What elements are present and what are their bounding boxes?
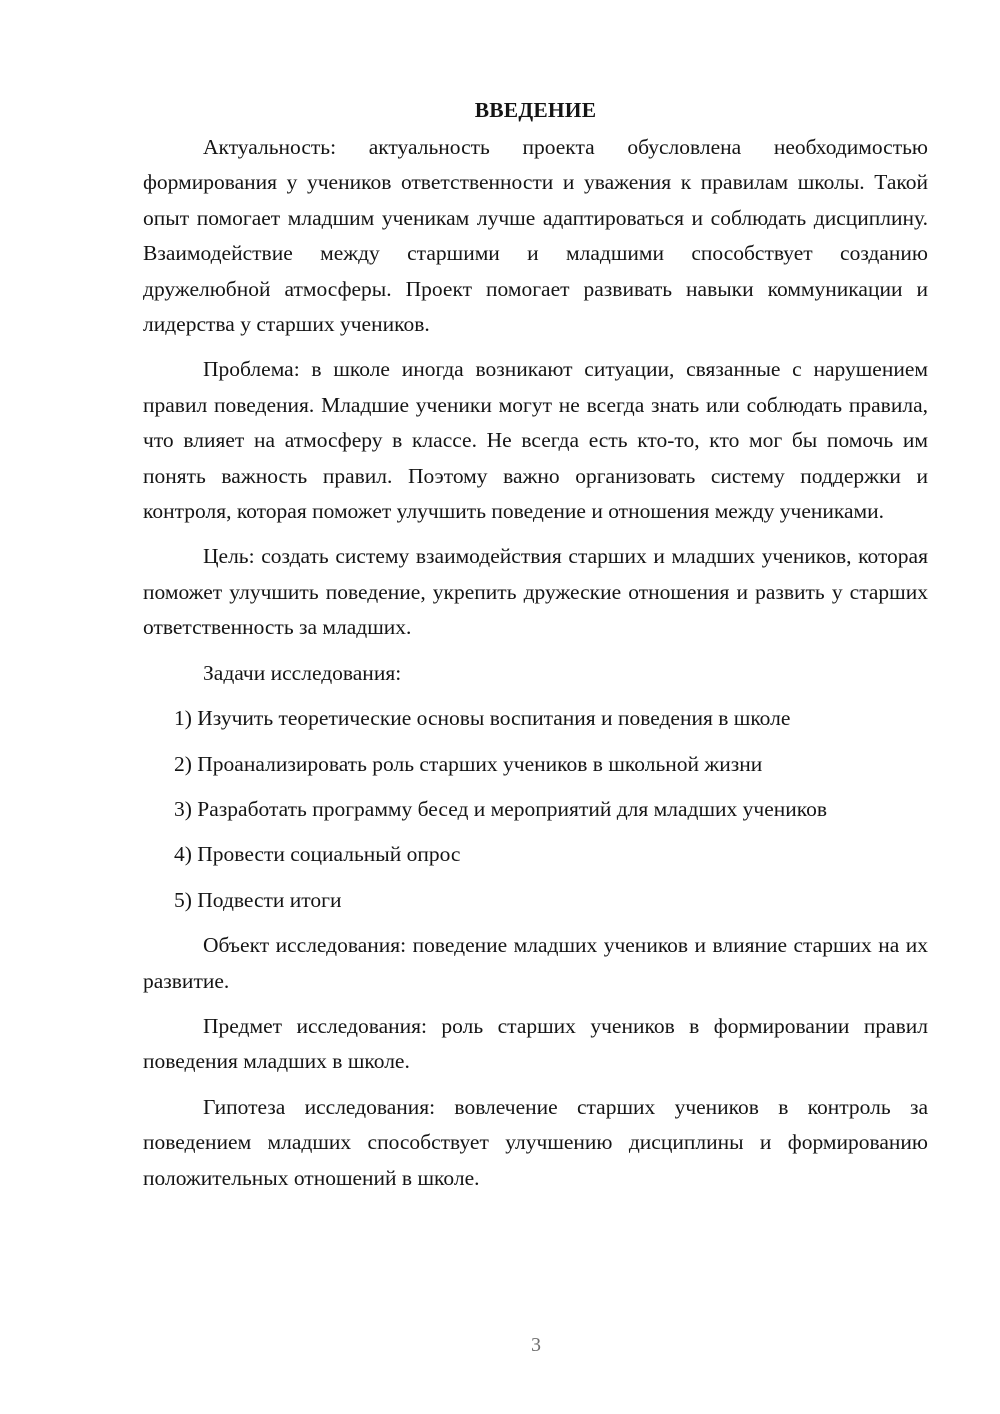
task-item-5: 5) Подвести итоги xyxy=(174,887,342,912)
document-page xyxy=(143,96,928,1196)
section-heading: ВВЕДЕНИЕ xyxy=(474,98,597,122)
relevance-paragraph: Актуальность: актуальность проекта обусловлена необходимостью формирования у учеников ответственности и уважения к правилам школы. Такой опыт помогает младшим ученикам лучше адаптироваться и соблюдать дисциплину. Взаимодействие между старшими и младшими способствует созданию дружелюбной атмосферы. Проект помогает развивать навыки коммуникации и лидерства у старших учеников. xyxy=(143,135,928,337)
problem-paragraph: Проблема: в школе иногда возникают ситуации, связанные с нарушением правил поведения. Младшие ученики могут не всегда знать или соблюдать правила, что влияет на атмосферу в классе. Не всегда есть кто-то, кто мог бы помочь им понять важность правил. Поэтому важно организовать систему поддержки и контроля, которая поможет улучшить поведение и отношения между учениками. xyxy=(143,357,928,524)
task-item-4: 4) Провести социальный опрос xyxy=(174,842,461,867)
task-item-2: 2) Проанализировать роль старших учеников в школьной жизни xyxy=(174,751,763,776)
goal-paragraph: Цель: создать систему взаимодействия старших и младших учеников, которая поможет улучшить поведение, укрепить дружеские отношения и развить у старших ответственность за младших. xyxy=(143,544,928,640)
hypothesis-paragraph: Гипотеза исследования: вовлечение старших учеников в контроль за поведением младших способствует улучшению дисциплины и формированию положительных отношений в школе. xyxy=(143,1094,928,1190)
tasks-title: Задачи исследования: xyxy=(203,660,402,685)
task-item-3: 3) Разработать программу бесед и мероприятий для младших учеников xyxy=(174,796,828,821)
object-paragraph: Объект исследования: поведение младших учеников и влияние старших на их развитие. xyxy=(143,933,928,993)
page-number: 3 xyxy=(531,1334,541,1356)
subject-paragraph: Предмет исследования: роль старших учеников в формировании правил поведения младших в школе. xyxy=(143,1013,928,1074)
task-item-1: 1) Изучить теоретические основы воспитания и поведения в школе xyxy=(174,706,791,731)
